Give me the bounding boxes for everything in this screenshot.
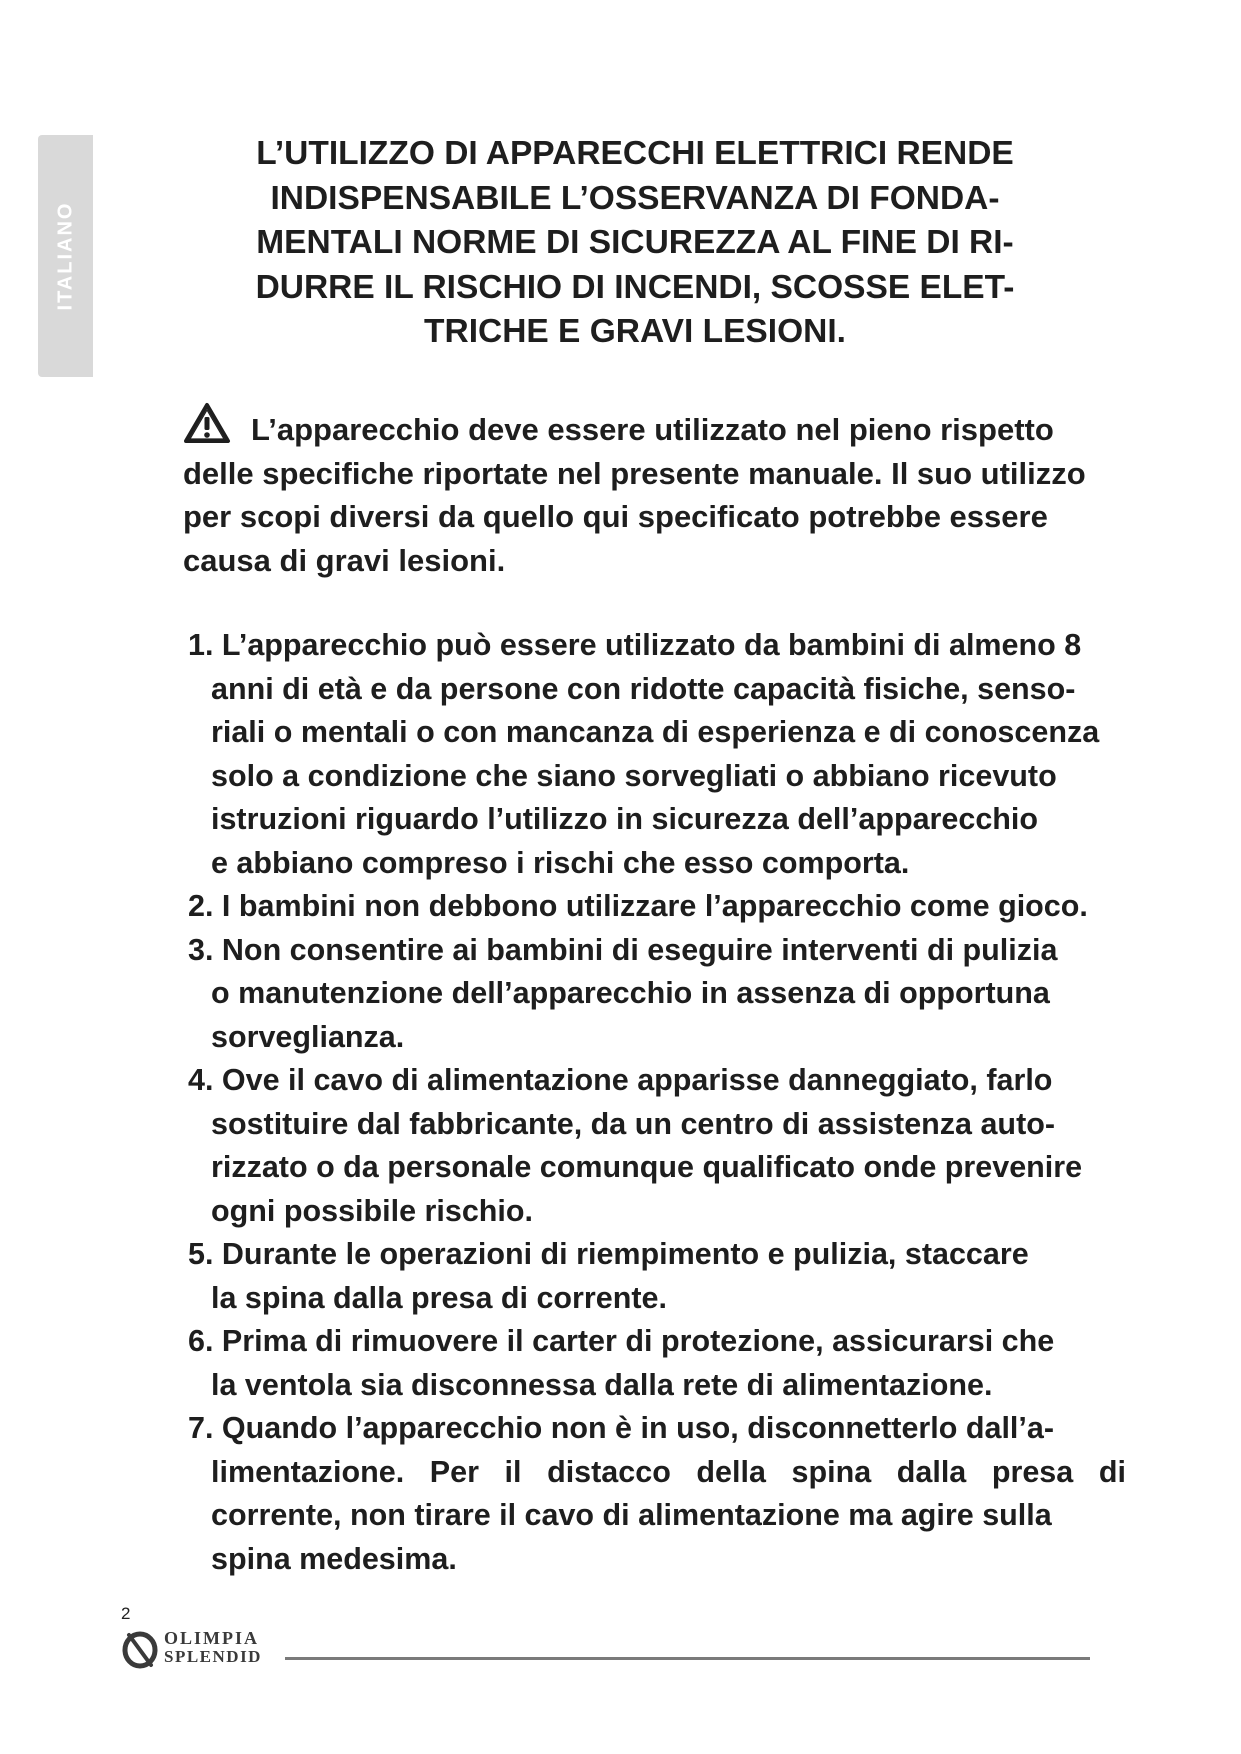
rule-line: 5. Durante le operazioni di riempimento e pulizia, staccare — [188, 1237, 1029, 1271]
warning-line: per scopi diversi da quello qui specificato potrebbe essere — [183, 499, 1048, 534]
rule-word: distacco — [547, 1454, 671, 1489]
page-number: 2 — [121, 1604, 131, 1623]
olimpia-logo-mark-icon — [120, 1629, 160, 1669]
rule-line: 2. I bambini non debbono utilizzare l’apparecchio come gioco. — [188, 889, 1088, 923]
rule-line: o manutenzione dell’apparecchio in assenza di opportuna — [211, 976, 1050, 1010]
rule-word: di — [1098, 1454, 1126, 1489]
rule-line: istruzioni riguardo l’utilizzo in sicurezza dell’apparecchio — [211, 802, 1039, 836]
rule-line: ogni possibile rischio. — [211, 1193, 533, 1228]
heading-line: MENTALI NORME DI SICUREZZA AL FINE DI RI- — [256, 224, 1014, 261]
rule-line: sorveglianza. — [211, 1019, 405, 1054]
heading-line: L’UTILIZZO DI APPARECCHI ELETTRICI RENDE — [256, 135, 1014, 172]
rule-line: 6. Prima di rimuovere il carter di protezione, assicurarsi che — [188, 1324, 1055, 1358]
warning-line: causa di gravi lesioni. — [183, 542, 506, 578]
rule-word: Per — [429, 1454, 479, 1489]
rule-line: 3. Non consentire ai bambini di eseguire interventi di pulizia — [188, 932, 1058, 967]
heading-line: TRICHE E GRAVI LESIONI. — [424, 313, 846, 350]
rule-line — [188, 1451, 1126, 1495]
rule-line: sostituire dal fabbricante, da un centro di assistenza auto- — [211, 1106, 1056, 1141]
warning-line: delle specifiche riportate nel presente manuale. Il suo utilizzo — [183, 455, 1086, 491]
safety-rules-list — [188, 624, 1188, 1581]
rule-word: dalla — [896, 1454, 967, 1489]
heading-line: DURRE IL RISCHIO DI INCENDI, SCOSSE ELET- — [255, 268, 1015, 306]
rule-line: 7. Quando l’apparecchio non è in uso, disconnetterlo dall’a- — [188, 1411, 1054, 1445]
rule-line: riali o mentali o con mancanza di esperienza e di conoscenza — [211, 715, 1100, 749]
warning-triangle-icon — [183, 402, 231, 444]
rule-word: il — [504, 1454, 522, 1489]
rule-line: la ventola sia disconnessa dalla rete di alimentazione. — [211, 1367, 993, 1402]
rule-line: 1. L’apparecchio può essere utilizzato da bambini di almeno 8 — [188, 628, 1082, 662]
rule-word: presa — [991, 1454, 1074, 1489]
rule-line: anni di età e da persone con ridotte capacità fisiche, senso- — [211, 671, 1076, 706]
warning-paragraph — [183, 402, 1143, 582]
rule-line: spina medesima. — [211, 1541, 457, 1576]
warning-line: L’apparecchio deve essere utilizzato nel pieno rispetto — [251, 412, 1054, 447]
rule-word: spina — [791, 1454, 872, 1489]
language-tab-label: ITALIANO — [54, 201, 76, 311]
rule-line: corrente, non tirare il cavo di alimentazione ma agire sulla — [211, 1498, 1052, 1532]
safety-heading — [200, 132, 1070, 355]
logo-line-1: OLIMPIA — [164, 1628, 259, 1648]
rule-word: limentazione. — [211, 1454, 405, 1489]
rule-line: e abbiano compreso i rischi che esso comporta. — [211, 845, 910, 880]
rule-line: rizzato o da personale comunque qualificato onde prevenire — [211, 1150, 1083, 1184]
footer-divider — [285, 1657, 1090, 1660]
rule-line: 4. Ove il cavo di alimentazione apparisse danneggiato, farlo — [188, 1063, 1053, 1097]
language-tab — [38, 135, 93, 377]
brand-logo — [120, 1625, 280, 1675]
rule-line: la spina dalla presa di corrente. — [211, 1280, 667, 1315]
rule-line: solo a condizione che siano sorvegliati o abbiano ricevuto — [211, 758, 1057, 793]
rule-word: della — [696, 1454, 766, 1489]
heading-line: INDISPENSABILE L’OSSERVANZA DI FONDA- — [270, 179, 1000, 217]
logo-line-2: SPLENDID — [164, 1647, 262, 1666]
